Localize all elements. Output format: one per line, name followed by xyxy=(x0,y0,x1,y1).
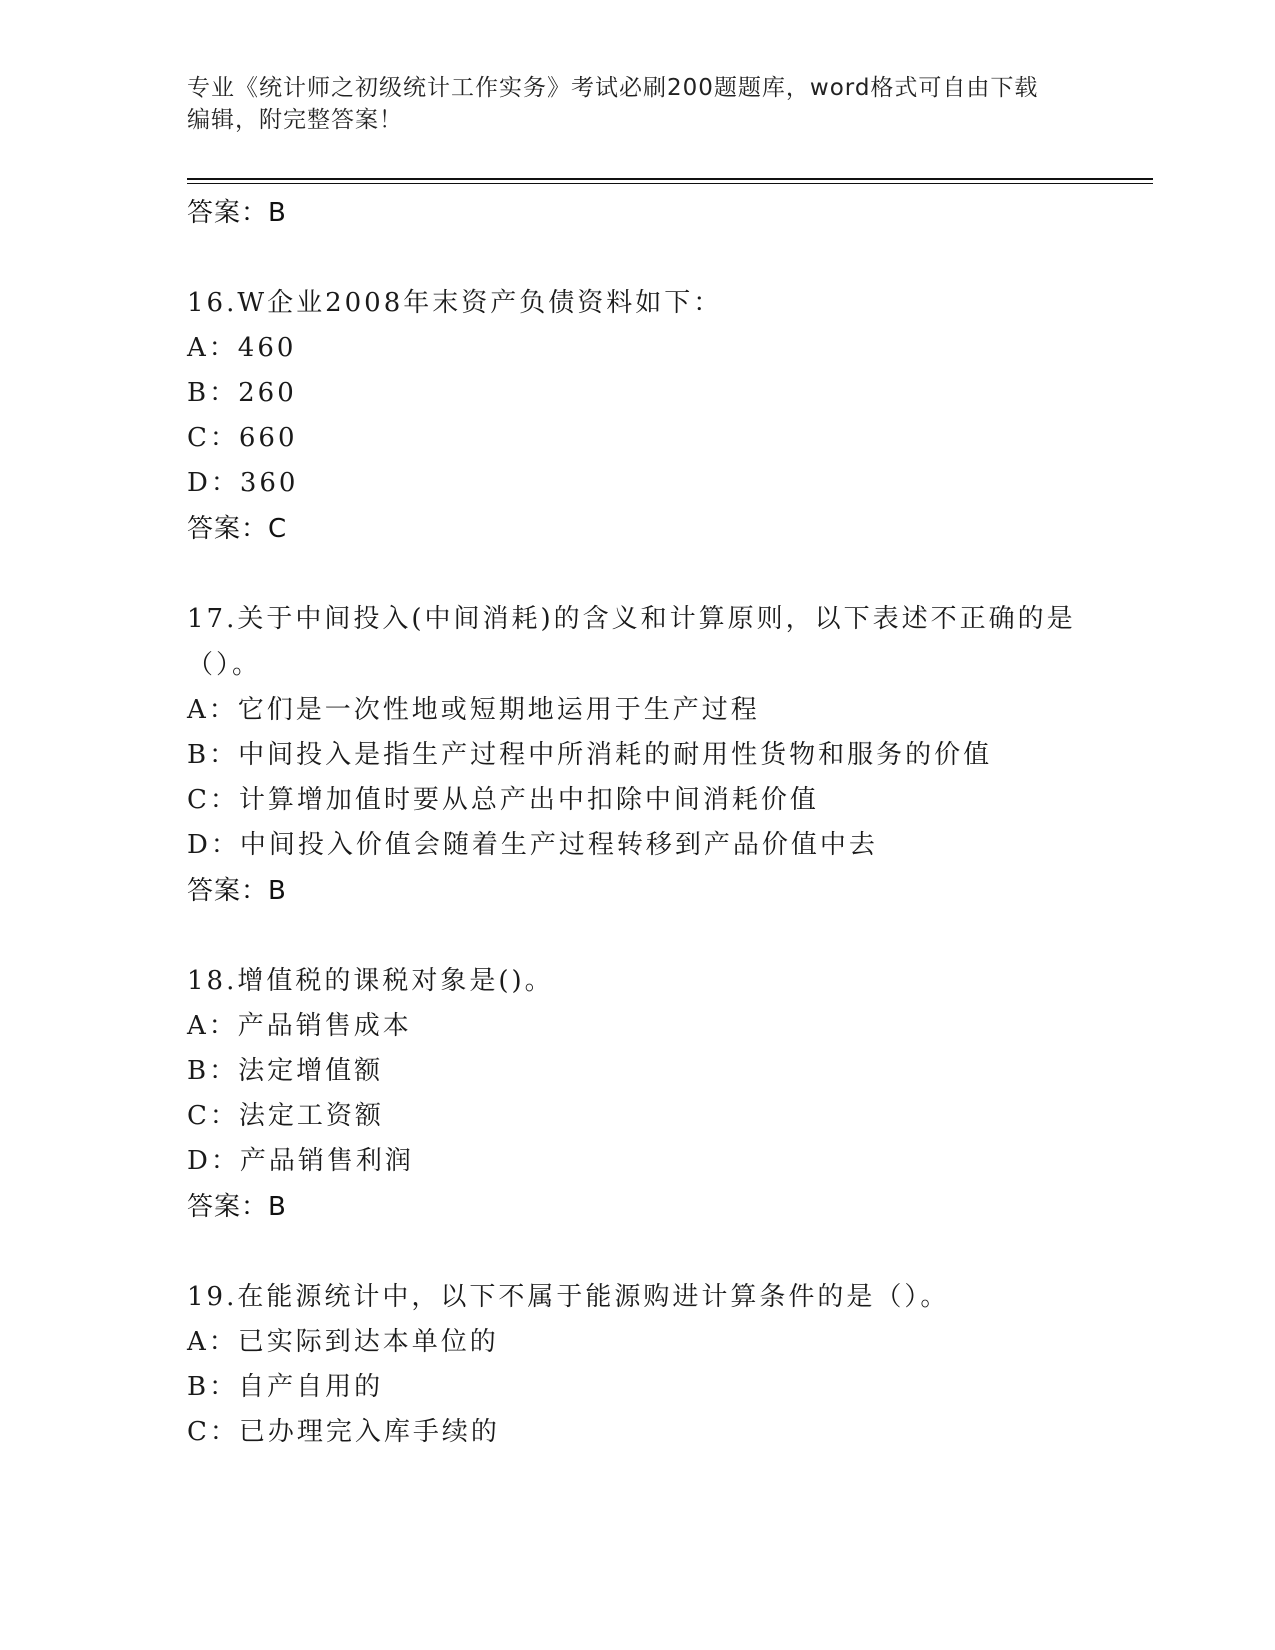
option-a: A：460 xyxy=(187,333,297,363)
option-a: A：已实际到达本单位的 xyxy=(187,1327,499,1357)
header-line-2: 编辑，附完整答案！ xyxy=(187,107,403,133)
option-d: D：中间投入价值会随着生产过程转移到产品价值中去 xyxy=(187,830,878,860)
option-c: C：法定工资额 xyxy=(187,1101,384,1131)
option-d: D：产品销售利润 xyxy=(187,1146,414,1176)
document-header xyxy=(187,72,1087,136)
question-block xyxy=(187,596,1127,914)
option-c: C：已办理完入库手续的 xyxy=(187,1417,500,1447)
question-text: 19.在能源统计中，以下不属于能源购进计算条件的是（）。 xyxy=(187,1282,950,1312)
header-rule-thick xyxy=(187,178,1153,180)
answer-label: 答案：B xyxy=(187,1192,287,1222)
question-block xyxy=(187,958,1127,1230)
question-list xyxy=(187,190,1127,1455)
answer-label: 答案：B xyxy=(187,876,287,906)
question-text: 18.增值税的课税对象是()。 xyxy=(187,966,554,996)
option-b: B：260 xyxy=(187,378,297,408)
question-block xyxy=(187,280,1127,552)
answer-label: 答案：C xyxy=(187,514,288,544)
header-rule-thin xyxy=(187,183,1153,184)
option-c: C：计算增加值时要从总产出中扣除中间消耗价值 xyxy=(187,785,819,815)
question-text: 17.关于中间投入(中间消耗)的含义和计算原则，以下表述不正确的是（）。 xyxy=(187,604,1076,680)
question-text: 16.W企业2008年末资产负债资料如下： xyxy=(187,288,723,318)
option-a: A：产品销售成本 xyxy=(187,1011,412,1041)
header-line-1: 专业《统计师之初级统计工作实务》考试必刷200题题库，word格式可自由下载 xyxy=(187,75,1039,101)
question-block xyxy=(187,1274,1127,1455)
option-b: B：自产自用的 xyxy=(187,1372,384,1402)
option-b: B：法定增值额 xyxy=(187,1056,384,1086)
option-c: C：660 xyxy=(187,423,298,453)
option-a: A：它们是一次性地或短期地运用于生产过程 xyxy=(187,695,760,725)
option-d: D：360 xyxy=(187,468,299,498)
answer-label: 答案：B xyxy=(187,198,287,228)
option-b: B：中间投入是指生产过程中所消耗的耐用性货物和服务的价值 xyxy=(187,740,993,770)
